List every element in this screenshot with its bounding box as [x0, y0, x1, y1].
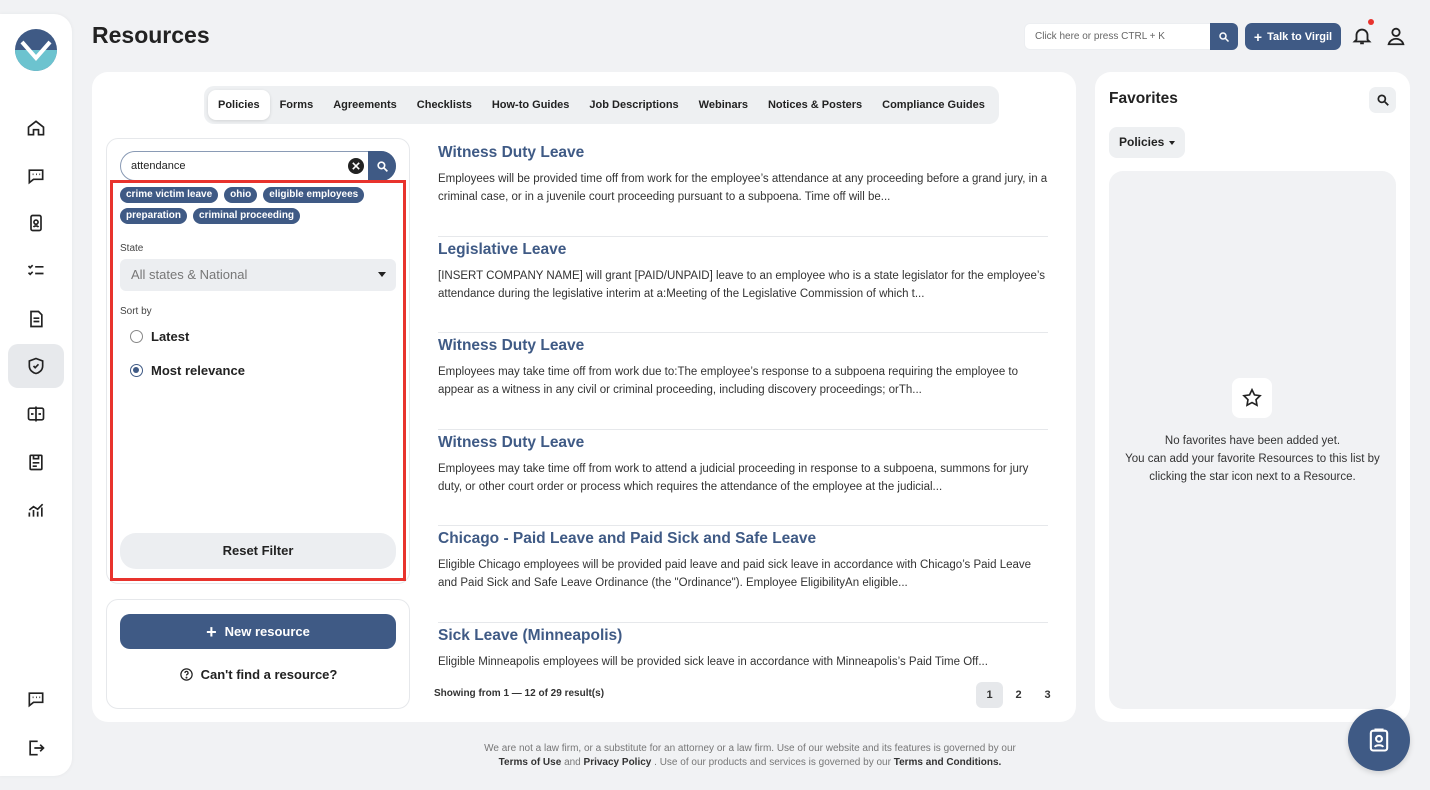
- search-icon: [376, 160, 389, 173]
- clipboard-icon: [26, 452, 46, 472]
- filter-tags: [120, 187, 392, 224]
- sidebar-item-chat[interactable]: [8, 154, 64, 198]
- tab-notices-posters[interactable]: Notices & Posters: [767, 99, 863, 111]
- result-title[interactable]: Witness Duty Leave: [438, 144, 585, 161]
- favorites-empty-message: [1119, 432, 1386, 486]
- result-item: [438, 333, 1048, 430]
- user-icon[interactable]: [1385, 25, 1407, 47]
- result-title[interactable]: Witness Duty Leave: [438, 433, 585, 451]
- result-description: Eligible Minneapolis employees will be provided sick leave in accordance with Minneapolis’s Paid Time Off...: [438, 655, 988, 668]
- page-button[interactable]: 3: [1044, 689, 1051, 701]
- result-title[interactable]: Sick Leave (Minneapolis): [438, 626, 623, 644]
- sidebar-item-checklist[interactable]: [8, 249, 64, 293]
- sidebar-item-logout[interactable]: [8, 726, 64, 770]
- feedback-icon: [26, 689, 46, 709]
- close-icon: [352, 162, 360, 170]
- footer: [430, 742, 1070, 770]
- sidebar-item-badge[interactable]: [8, 201, 64, 245]
- result-title[interactable]: Witness Duty Leave: [438, 337, 585, 354]
- highlight-frame: [110, 180, 406, 581]
- result-description: Employees may take time off from work to attend a judicial proceeding in response to a subpoena, summons for jury duty, or other court order or process which requires the attendance of the employee at the judicial...: [438, 462, 1029, 493]
- result-description: Employees may take time off from work due to:The employee’s response to a subpoena requiring the employee to appear as a witness in any civil or criminal proceeding, including discovery proceedings; orTh...: [438, 366, 1019, 396]
- global-search-input[interactable]: [1035, 24, 1205, 49]
- global-search[interactable]: [1024, 23, 1238, 50]
- checklist-icon: [26, 261, 46, 281]
- talk-to-virgil-label: Talk to Virgil: [1267, 30, 1333, 43]
- sidebar-item-feedback[interactable]: [8, 677, 64, 721]
- sidebar-item-compare[interactable]: [8, 392, 64, 436]
- shield-icon: [26, 356, 46, 376]
- favorites-empty-line1: No favorites have been added yet.: [1164, 435, 1341, 447]
- page-button[interactable]: 2: [1015, 689, 1022, 701]
- sidebar: [0, 14, 72, 776]
- privacy-policy-link[interactable]: Privacy Policy: [583, 757, 652, 768]
- search-icon: [1218, 31, 1230, 43]
- caret-down-icon: [378, 272, 386, 277]
- tab-agreements[interactable]: Agreements: [333, 99, 397, 111]
- tab-job-descriptions[interactable]: Job Descriptions: [589, 99, 679, 111]
- reset-filter-button[interactable]: Reset Filter: [120, 533, 396, 569]
- tag-chip[interactable]: crime victim leave: [120, 187, 218, 203]
- sidebar-item-analytics[interactable]: [8, 488, 64, 532]
- state-select-value: All states & National: [131, 267, 248, 282]
- tab-policies[interactable]: Policies: [208, 90, 270, 120]
- footer-text: . Use of our products and services is governed by our: [654, 757, 891, 768]
- star-icon: [1232, 378, 1272, 418]
- tag-chip[interactable]: preparation: [120, 208, 187, 224]
- bell-icon[interactable]: [1351, 25, 1373, 47]
- sort-option-label: Most relevance: [151, 363, 245, 378]
- clipboard-person-icon: [1365, 726, 1393, 754]
- clear-search-button[interactable]: [348, 158, 364, 174]
- sort-option-latest[interactable]: [130, 329, 189, 344]
- cant-find-label: Can't find a resource?: [200, 667, 338, 682]
- results-list: [438, 140, 1048, 668]
- tab-how-to-guides[interactable]: How-to Guides: [491, 99, 570, 111]
- caret-down-icon: [1169, 141, 1175, 145]
- chat-icon: [26, 166, 46, 186]
- terms-of-use-link[interactable]: Terms of Use: [498, 757, 562, 768]
- tab-compliance-guides[interactable]: Compliance Guides: [882, 99, 985, 111]
- filter-search-input[interactable]: [131, 152, 351, 180]
- help-icon: [179, 667, 194, 682]
- result-item: [438, 526, 1048, 623]
- tab-webinars[interactable]: Webinars: [698, 99, 748, 111]
- result-item: [438, 140, 1048, 237]
- cant-find-link[interactable]: [120, 667, 396, 682]
- new-resource-button[interactable]: [120, 614, 396, 649]
- sort-label: Sort by: [120, 306, 152, 317]
- tag-chip[interactable]: ohio: [224, 187, 257, 203]
- tab-checklists[interactable]: Checklists: [416, 99, 472, 111]
- favorites-empty-line2: You can add your favorite Resources to this list by clicking the star icon next to a Resource.: [1125, 453, 1380, 483]
- result-description: Employees will be provided time off from work for the employee’s attendance at any proceeding before a grand jury, in a criminal case, or in a juvenile court proceeding pursuant to a subpoena. Time off will be...: [438, 173, 1048, 203]
- pagination: [976, 682, 1061, 708]
- results-count: Showing from 1 — 12 of 29 result(s): [434, 688, 605, 699]
- global-search-button[interactable]: [1210, 23, 1238, 50]
- document-icon: [26, 309, 46, 329]
- search-icon: [1376, 93, 1390, 107]
- tag-chip[interactable]: criminal proceeding: [193, 208, 300, 224]
- assistant-fab[interactable]: [1348, 709, 1410, 771]
- home-icon: [26, 118, 46, 138]
- result-description: Eligible Chicago employees will be provided paid leave and paid sick leave in accordance with Chicago’s Paid Leave and Paid Sick and Safe Leave Ordinance (the "Ordinance"). Employee EligibilityAn eligible...: [438, 559, 1032, 589]
- favorites-title: Favorites: [1109, 90, 1178, 107]
- radio-button[interactable]: [130, 330, 143, 343]
- state-label: State: [120, 243, 144, 254]
- new-resource-label: New resource: [224, 624, 310, 639]
- sidebar-item-clipboard[interactable]: [8, 440, 64, 484]
- logout-icon: [26, 738, 46, 758]
- talk-to-virgil-button[interactable]: [1245, 23, 1341, 50]
- resource-tabs: [204, 86, 999, 124]
- app-logo[interactable]: [14, 28, 58, 72]
- favorites-type-dropdown[interactable]: [1109, 127, 1185, 158]
- sidebar-item-policies[interactable]: [8, 344, 64, 388]
- footer-and: and: [564, 757, 581, 768]
- result-description: [INSERT COMPANY NAME] will grant [PAID/UNPAID] leave to an employee who is a state legislator for the employee’s attendance during the legislative interim at a:Meeting of the Legislative Commission of which t...: [438, 269, 1045, 300]
- result-item: [438, 237, 1048, 334]
- tab-forms[interactable]: Forms: [279, 99, 314, 111]
- state-select[interactable]: [120, 259, 396, 291]
- favorites-search-button[interactable]: [1369, 87, 1396, 113]
- compare-icon: [26, 404, 46, 424]
- badge-icon: [26, 213, 46, 233]
- result-title[interactable]: Legislative Leave: [438, 240, 567, 258]
- notification-dot: [1368, 19, 1374, 25]
- terms-and-conditions-link[interactable]: Terms and Conditions.: [893, 757, 1002, 768]
- favorites-dropdown-value: Policies: [1119, 135, 1165, 149]
- page-button[interactable]: 1: [976, 682, 1003, 708]
- analytics-icon: [26, 500, 46, 520]
- sort-option-most-relevance[interactable]: [130, 363, 245, 378]
- footer-disclaimer: We are not a law firm, or a substitute for an attorney or a law firm. Use of our website and its features is governed by our: [484, 743, 1016, 754]
- result-item: [438, 623, 1048, 669]
- sidebar-item-documents[interactable]: [8, 297, 64, 341]
- tag-chip[interactable]: eligible employees: [263, 187, 364, 203]
- result-item: [438, 430, 1048, 527]
- plus-icon: +: [206, 621, 217, 642]
- radio-button-checked[interactable]: [130, 364, 143, 377]
- page-title: Resources: [92, 22, 210, 48]
- sidebar-item-home[interactable]: [8, 106, 64, 150]
- result-title[interactable]: Chicago - Paid Leave and Paid Sick and Safe Leave: [438, 530, 817, 547]
- sort-option-label: Latest: [151, 329, 190, 344]
- plus-icon: +: [1253, 28, 1263, 45]
